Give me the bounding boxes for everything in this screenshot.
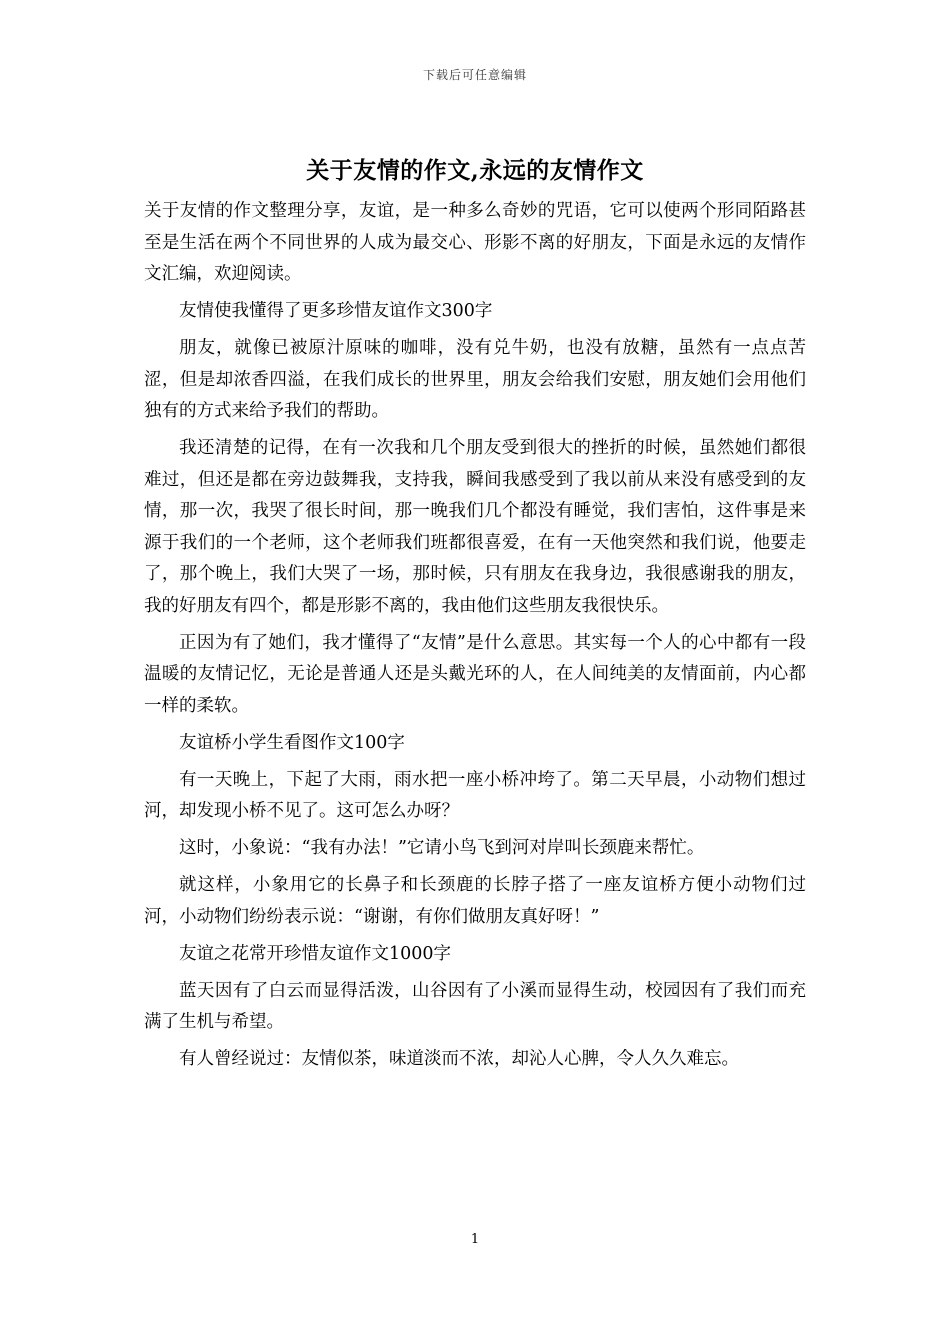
header-note: 下载后可任意编辑 bbox=[422, 68, 527, 82]
paragraph: 就这样，小象用它的长鼻子和长颈鹿的长脖子搭了一座友谊桥方便小动物们过河，小动物们纷纷表示说：“谢谢，有你们做朋友真好呀！” bbox=[144, 875, 806, 927]
paragraph: 有人曾经说过：友情似茶，味道淡而不浓，却沁人心脾，令人久久难忘。 bbox=[179, 1049, 739, 1069]
paragraph-intro: 关于友情的作文整理分享，友谊，是一种多么奇妙的咒语，它可以使两个形同陌路甚至是生活在两个不同世界的人成为最交心、形影不离的好朋友，下面是永远的友情作文汇编，欢迎阅读。 bbox=[144, 201, 806, 284]
section-heading-friendship-cherish: 友情使我懂得了更多珍惜友谊作文300字 bbox=[179, 301, 493, 321]
paragraph: 朋友，就像已被原汁原味的咖啡，没有兑牛奶，也没有放糖，虽然有一点点苦涩，但是却浓香四溢，在我们成长的世界里，朋友会给我们安慰，朋友她们会用他们独有的方式来给予我们的帮助。 bbox=[144, 338, 806, 421]
document-body bbox=[144, 196, 806, 1081]
paragraph: 我还清楚的记得，在有一次我和几个朋友受到很大的挫折的时候，虽然她们都很难过，但还是都在旁边鼓舞我，支持我，瞬间我感受到了我以前从来没有感受到的友情，那一次，我哭了很长时间，那一晚我们几个都没有睡觉，我们害怕，这件事是来源于我们的一个老师，这个老师我们班都很喜爱，在有一天他突然和我们说，他要走了，那个晚上，我们大哭了一场，那时候，只有朋友在我身边，我很感谢我的朋友，我的好朋友有四个，都是形影不离的，我由他们这些朋友我很快乐。 bbox=[144, 438, 806, 616]
section-heading-friendship-flower: 友谊之花常开珍惜友谊作文1000字 bbox=[179, 943, 452, 964]
paragraph: 蓝天因有了白云而显得活泼，山谷因有了小溪而显得生动，校园因有了我们而充满了生机与希望。 bbox=[144, 980, 806, 1032]
paragraph: 有一天晚上，下起了大雨，雨水把一座小桥冲垮了。第二天早晨，小动物们想过河，却发现小桥不见了。这可怎么办呀？ bbox=[144, 769, 806, 821]
page-number: 1 bbox=[470, 1232, 480, 1247]
paragraph: 正因为有了她们，我才懂得了“友情”是什么意思。其实每一个人的心中都有一段温暖的友情记忆，无论是普通人还是头戴光环的人，在人间纯美的友情面前，内心都一样的柔软。 bbox=[144, 632, 806, 716]
paragraph: 这时，小象说：“我有办法！”它请小鸟飞到河对岸叫长颈鹿来帮忙。 bbox=[179, 838, 705, 858]
section-heading-friendship-bridge: 友谊桥小学生看图作文100字 bbox=[179, 732, 405, 753]
document-title: 关于友情的作文,永远的友情作文 bbox=[306, 157, 644, 184]
